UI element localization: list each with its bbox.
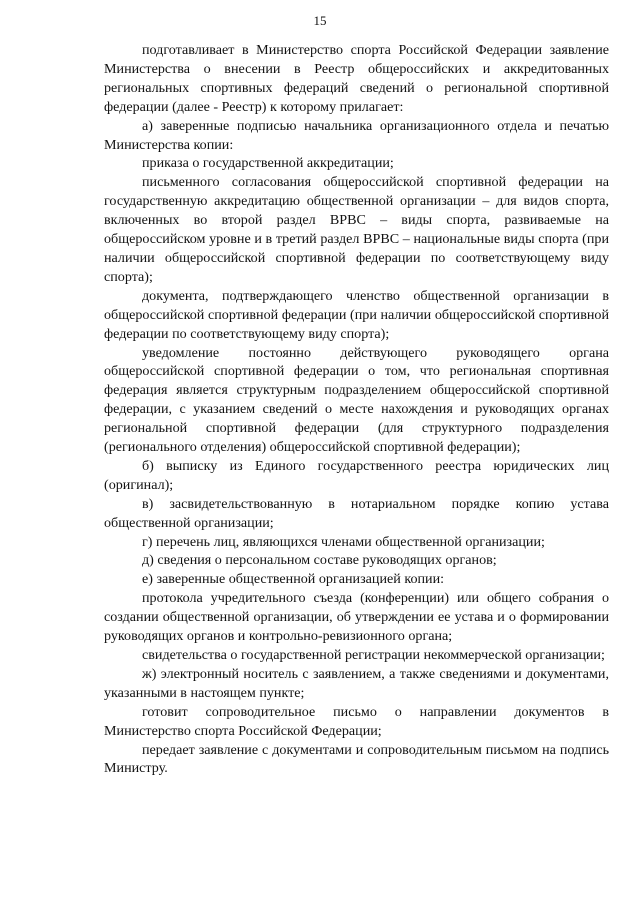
- paragraph-notification: уведомление постоянно действующего руководящего органа общероссийской спортивной федерации о том, что региональная спортивная федерация является структурным подразделением общероссийской спортивной федерации, с указанием сведений о месте нахождения и руководящих органах региональной спортивной федерации (для структурного подразделения (регионального отделения) общероссийской спортивной федерации);: [104, 344, 609, 456]
- paragraph-item-g: г) перечень лиц, являющихся членами общественной организации;: [142, 533, 545, 550]
- paragraph-membership-document: документа, подтверждающего членство общественной организации в общероссийской спортивной федерации (при наличии общероссийской спортивной федерации по соответствующему виду спорта);: [104, 287, 609, 342]
- paragraph-submit-to-minister: передает заявление с документами и сопроводительным письмом на подпись Министру.: [104, 741, 609, 777]
- paragraph-item-d: д) сведения о персональном составе руководящих органов;: [142, 552, 497, 569]
- paragraph-registration-certificate: свидетельства о государственной регистрации некоммерческой организации;: [142, 647, 605, 663]
- paragraph-cover-letter: готовит сопроводительное письмо о направлении документов в Министерство спорта Российской Федерации;: [104, 703, 609, 739]
- paragraph-item-a: а) заверенные подписью начальника организационного отдела и печатью Министерства копии:: [104, 117, 609, 153]
- paragraph-item-v: в) засвидетельствованную в нотариальном порядке копию устава общественной организации;: [104, 495, 609, 531]
- paragraph-item-zh: ж) электронный носитель с заявлением, а также сведениями и документами, указанными в настоящем пункте;: [104, 665, 609, 701]
- paragraph-written-approval: письменного согласования общероссийской спортивной федерации на государственную аккредитацию общественной организации – для видов спорта, включенных во второй раздел ВРВС – виды спорта, развиваемые на общероссийском уровне и в третий раздел ВРВС – национальные виды спорта (при наличии общероссийской спортивной федерации по соответствующему виду спорта);: [104, 174, 609, 285]
- paragraph-founding-protocol: протокола учредительного съезда (конференции) или общего собрания о создании общественной организации, об утверждении ее устава и о формировании руководящих органов и контрольно-ревизионного органа;: [104, 590, 609, 645]
- paragraph-item-e: е) заверенные общественной организацией копии:: [142, 571, 445, 588]
- paragraph-item-b: б) выписку из Единого государственного реестра юридических лиц (оригинал);: [104, 457, 609, 493]
- page-number: 15: [313, 13, 327, 28]
- document-body: [104, 41, 609, 778]
- paragraph-accreditation-order: приказа о государственной аккредитации;: [142, 155, 394, 172]
- paragraph-prepares-application: подготавливает в Министерство спорта Российской Федерации заявление Министерства о внесении в Реестр общероссийских и аккредитованных региональных спортивных федераций сведений о региональной спортивной федерации (далее - Реестр) к которому прилагает:: [104, 42, 609, 115]
